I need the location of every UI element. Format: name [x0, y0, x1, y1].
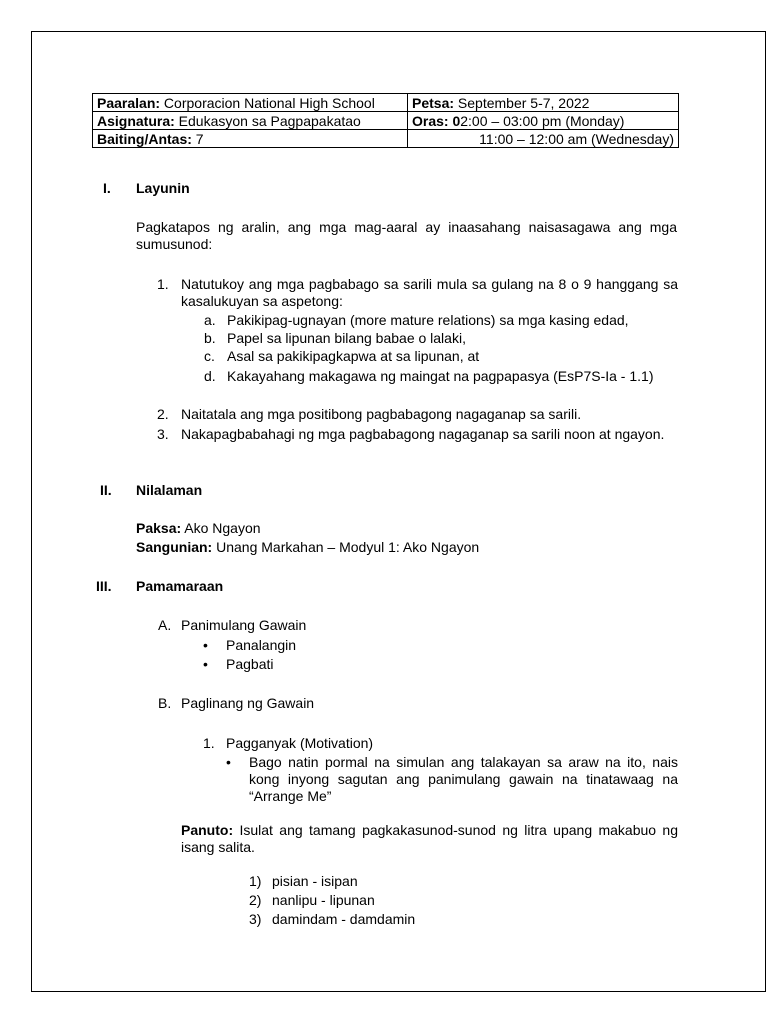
school-label: Paaralan:	[97, 94, 161, 111]
part-a-title: Panimulang Gawain	[181, 617, 307, 633]
sub-b-label: b.	[204, 330, 216, 346]
bullet-icon: •	[203, 656, 208, 672]
subject-value: Edukasyon sa Pagpapakatao	[174, 112, 361, 129]
grade-label: Baiting/Antas:	[97, 130, 192, 147]
sub-a-text: Pakikipag-ugnayan (more mature relations) sa mga kasing edad,	[227, 312, 629, 328]
section1-intro: Pagkatapos ng aralin, ang mga mag-aaral ay inaasahang naisasagawa ang mga sumusunod:	[136, 219, 677, 252]
sub-d-text: Kakayahang makagawa ng maingat na pagpapasya (EsP7S-Ia - 1.1)	[227, 368, 654, 384]
table-row	[93, 130, 679, 148]
item3-text: damindam - damdamin	[272, 911, 416, 927]
section1-numeral: I.	[103, 180, 111, 196]
section3-numeral: III.	[96, 578, 112, 594]
grade-value: 7	[191, 130, 204, 147]
item1-number: 1)	[249, 873, 262, 889]
part-a-bullet-2: Pagbati	[226, 656, 274, 672]
grade-cell	[93, 130, 408, 148]
header-table	[92, 93, 679, 148]
time-cell-2	[408, 130, 679, 148]
b1-number: 1.	[203, 735, 215, 751]
sanggunian-label: Sangunian:	[136, 539, 213, 555]
section2-title: Nilalaman	[136, 482, 203, 498]
sub-d-label: d.	[204, 368, 216, 384]
date-label: Petsa:	[412, 94, 455, 111]
sub-c-text: Asal sa pakikipagkapwa at sa lipunan, at	[227, 348, 480, 364]
sanggunian-line	[136, 539, 479, 556]
sub-b-text: Papel sa lipunan bilang babae o lalaki,	[227, 330, 466, 346]
panuto-paragraph	[181, 822, 678, 856]
obj1-number: 1.	[157, 276, 169, 292]
paksa-line	[136, 520, 261, 537]
b1-bullet-text: Bago natin pormal na simulan ang talakayan sa araw na ito, nais kong inyong sagutan ang panimulang gawain na tinatawaag na “Arrange Me”	[249, 754, 678, 804]
panuto-label: Panuto:	[181, 822, 234, 838]
time-value: 2:00 – 03:00 pm (Monday)	[460, 112, 625, 129]
time-label: Oras: 0	[412, 112, 461, 129]
sanggunian-value: Unang Markahan – Modyul 1: Ako Ngayon	[212, 539, 480, 555]
obj1-text: Natutukoy ang mga pagbabago sa sarili mula sa gulang na 8 o 9 hanggang sa kasalukuyan sa aspetong:	[181, 276, 678, 309]
item2-number: 2)	[249, 892, 262, 908]
part-a-bullet-1: Panalangin	[226, 637, 297, 653]
bullet-icon: •	[203, 637, 208, 653]
panuto-text: Isulat ang tamang pagkakasunod-sunod ng litra upang makabuo ng isang salita.	[181, 822, 678, 855]
section1-title: Layunin	[136, 180, 190, 196]
date-cell	[408, 94, 679, 112]
obj3-number: 3.	[157, 426, 169, 442]
part-a-label: A.	[158, 617, 172, 633]
subject-cell	[93, 112, 408, 130]
date-value: September 5-7, 2022	[454, 94, 590, 111]
obj2-text: Naitatala ang mga positibong pagbabagong nagaganap sa sarili.	[181, 406, 582, 422]
part-b-label: B.	[158, 695, 172, 711]
time-cell	[408, 112, 679, 130]
table-row	[93, 94, 679, 112]
section3-title: Pamamaraan	[136, 578, 224, 594]
item2-text: nanlipu - lipunan	[272, 892, 375, 908]
item3-number: 3)	[249, 911, 262, 927]
sub-c-label: c.	[204, 348, 215, 364]
bullet-icon: •	[226, 754, 231, 770]
obj2-number: 2.	[157, 406, 169, 422]
paksa-value: Ako Ngayon	[181, 520, 261, 536]
obj3-text: Nakapagbabahagi ng mga pagbabagong nagaganap sa sarili noon at ngayon.	[181, 426, 665, 442]
b1-title: Pagganyak (Motivation)	[226, 735, 374, 751]
subject-label: Asignatura:	[97, 112, 175, 129]
paksa-label: Paksa:	[136, 520, 182, 536]
time-value-2: 11:00 – 12:00 am (Wednesday)	[479, 130, 674, 147]
school-cell	[93, 94, 408, 112]
section2-numeral: II.	[100, 482, 112, 498]
sub-a-label: a.	[204, 312, 216, 328]
item1-text: pisian - isipan	[272, 873, 358, 889]
school-value: Corporacion National High School	[160, 94, 375, 111]
part-b-title: Paglinang ng Gawain	[181, 695, 315, 711]
table-row	[93, 112, 679, 130]
